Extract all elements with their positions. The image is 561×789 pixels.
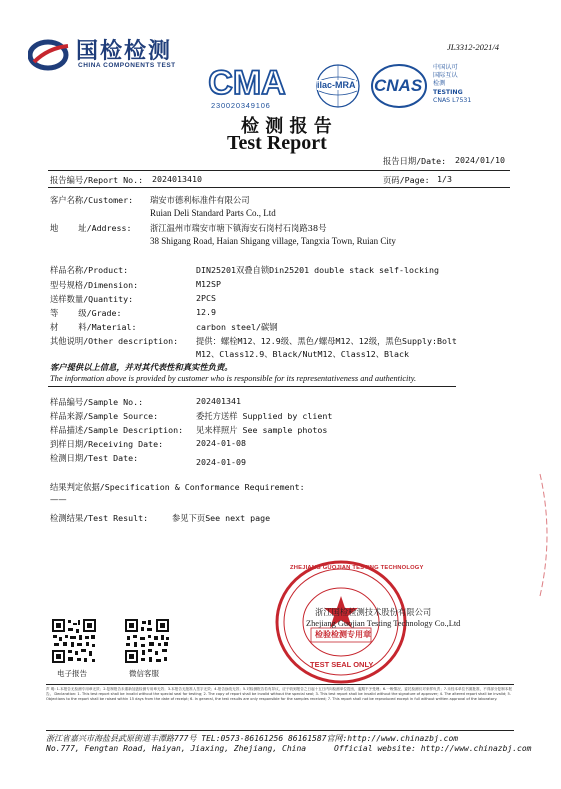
report-date-value: 2024/01/10 xyxy=(455,155,505,165)
qr-label-electronic-report: 电子报告 xyxy=(57,669,87,678)
report-no-value: 2024013410 xyxy=(152,174,202,184)
quantity-value: 2PCS xyxy=(196,293,216,303)
divider xyxy=(48,386,456,387)
page-value: 1/3 xyxy=(437,174,452,184)
page-label: 页码/Page: xyxy=(383,175,430,185)
seal-outer-text: ZHEJIANG GUOJIAN TESTING TECHNOLOGY xyxy=(290,565,424,571)
side-watermark xyxy=(526,470,560,600)
dimension-value: M12SP xyxy=(196,279,221,289)
dimension-label: 型号规格/Dimension: xyxy=(50,280,139,290)
company-logo xyxy=(28,38,70,72)
sample-no-value: 202401341 xyxy=(196,396,241,406)
brand-cn: 国检检测 xyxy=(76,38,173,63)
other-description-value: 提供：螺栓M12、12.9级、黑色/螺母M12、12级，黑色Supply:Bolt xyxy=(196,336,457,346)
address-cn: 浙江温州市瑞安市塘下镇海安石岗村石岗路38号 xyxy=(150,223,327,233)
disclaimer-cn: 客户提供以上信息，并对其代表性和真实性负责。 xyxy=(50,362,233,372)
material-label: 材 料/Material: xyxy=(50,322,137,332)
sample-no-label: 样品编号/Sample No.: xyxy=(50,397,144,407)
sample-description-label: 样品描述/Sample Description: xyxy=(50,425,184,435)
footer-declaration: 声 明: 1.本报告无检测专用章无效；2.复制报告未重新加盖检测专用章无效；3.本报告无批准人签字无效；4.报告涂改无效；5.对检测报告若有异议，应于收到报告之日起十五日内向检测单位提出，逾期不予受理；6.一般情况，委托检测仅对来样负责；7.未经本单位书面批准，不得部分复制本报告。 Declaration: 1. This test report shall be invalid without the special seal for testing; 2. The copy of report shall be invalid without the special seal; 3. This test report shall be invalid without the signature of approver; 4. The altered report shall be invalid; 5. Objections to the report shall be raised within 15 days from the date of receipt; 6. In general, the test results are only responsible for the samples received; 7. This report shall not be reproduced except in full without written approval of the laboratory. xyxy=(46,687,512,701)
sample-source-value: 委托方送样 Supplied by client xyxy=(196,411,333,421)
svg-text:CMA: CMA xyxy=(208,64,286,102)
material-value: carbon steel/碳钢 xyxy=(196,322,278,332)
qr-code-electronic-report[interactable] xyxy=(51,618,97,664)
sample-description-value: 见来样照片 See sample photos xyxy=(196,425,328,435)
test-date-value: 2024-01-09 xyxy=(196,457,246,467)
receiving-date-label: 到样日期/Receiving Date: xyxy=(50,439,164,449)
product-value: DIN25201双叠自锁Din25201 double stack self-locking xyxy=(196,265,439,275)
sample-source-label: 样品来源/Sample Source: xyxy=(50,411,159,421)
brand-en: CHINA COMPONENTS TEST xyxy=(78,62,176,69)
cnas-text: CNAS xyxy=(374,76,423,95)
report-date-label: 报告日期/Date: xyxy=(383,156,447,166)
customer-name-cn: 瑞安市德利标准件有限公司 xyxy=(150,195,250,205)
quantity-label: 送样数量/Quantity: xyxy=(50,294,134,304)
other-description-label: 其他说明/Other description: xyxy=(50,336,179,346)
test-result-value: 参见下页See next page xyxy=(172,513,271,523)
cnas-description: 中国认可 国际互认 检测 TESTING CNAS L7531 xyxy=(433,64,472,104)
divider xyxy=(48,170,510,171)
test-result-label: 检测结果/Test Result: xyxy=(50,513,149,523)
report-no-label: 报告编号/Report No.: xyxy=(50,175,144,185)
title-en: Test Report xyxy=(227,132,327,154)
footer-address-cn: 浙江省嘉兴市海盐县武原街道丰潭路777号 TEL:0573-86161256 86161587官网:http://www.chinazbj.com xyxy=(46,734,459,743)
seal-bottom-text: TEST SEAL ONLY xyxy=(310,660,374,669)
ilac-text: ilac-MRA xyxy=(317,80,356,90)
specification-label: 结果判定依据/Specification & Conformance Requirement: xyxy=(50,482,305,492)
product-label: 样品名称/Product: xyxy=(50,265,129,275)
grade-label: 等 级/Grade: xyxy=(50,308,122,318)
divider xyxy=(48,187,510,188)
address-label: 地 址/Address: xyxy=(50,223,132,233)
customer-label: 客户名称/Customer: xyxy=(50,195,134,205)
other-description-value-line2: M12、Class12.9、Black/NutM12、Class12、Black xyxy=(196,349,410,359)
disclaimer-en: The information above is provided by customer who is responsible for its representativeness and authenticity. xyxy=(50,374,417,383)
qr-label-wechat-service: 微信客服 xyxy=(129,669,159,678)
grade-value: 12.9 xyxy=(196,307,216,317)
address-en: 38 Shigang Road, Haian Shigang village, Tangxia Town, Ruian City xyxy=(150,236,396,246)
footer-website: Official website: http://www.chinazbj.com xyxy=(334,744,532,753)
receiving-date-value: 2024-01-08 xyxy=(196,438,246,448)
cma-number: 230020349106 xyxy=(211,101,271,110)
specification-value: —— xyxy=(50,494,67,504)
footer-divider xyxy=(46,684,514,685)
signing-company-cn: 浙江国检检测技术股份有限公司 xyxy=(315,607,432,617)
qr-code-wechat-service[interactable] xyxy=(124,618,170,664)
footer-address-en: No.777, Fengtan Road, Haiyan, Jiaxing, Zhejiang, China xyxy=(46,744,307,753)
title-cn: 检 测 报 告 xyxy=(241,116,332,137)
customer-name-en: Ruian Deli Standard Parts Co., Ltd xyxy=(150,208,276,218)
signing-company-en: Zhejiang Guojian Testing Technology Co.,Ltd xyxy=(306,619,461,628)
form-code: JL3312-2021/4 xyxy=(447,42,499,52)
seal-inner-text: 检验检测专用章 xyxy=(315,630,371,639)
test-date-label: 检测日期/Test Date: xyxy=(50,453,139,463)
footer-divider xyxy=(46,730,514,731)
